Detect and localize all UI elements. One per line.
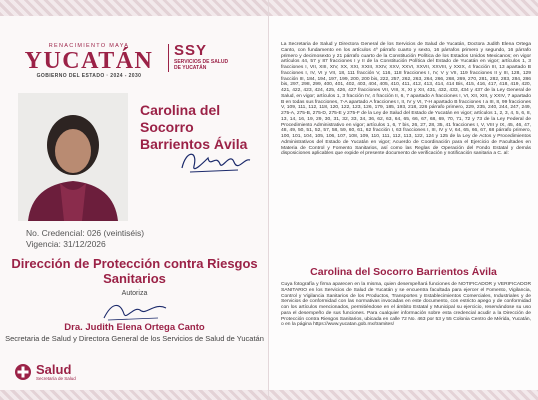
legal-text: La Secretaria de Salud y Directora General de los Servicios de Salud de Yucatán, Doctora Judith Elena Ortega Canto, con fundamento en los artículos 4º párrafo cuarto y sexto, 16 párrafos primero y segundo, 16 párrafo primero y decimosexto y 21 párrafo cuarto de la Constitución Política de los Estados Unidos Mexicanos; en vigor artículos 44, 57 y 87 fracciones I y II de la Constitución Política del Estado de Yucatán en vigor; artículos 1, 3 fracciones I, VII, XIII, XIV, XX, XXI, XXIII, XXIV, XXV, XXVI, XXVII, XXVIII, y XXIX, 4 fracción III, 13 apartado B fracciones I, IV, VI y VII, 18, 111 fracción V, 116, 118 fracciones I, IV, V y VII, 119 fracciones II y III, 128, 129 fracción III, 184, 194, 197, 199, 200, 200 bis, 222, 257, 262, 263, 264, 266, 268, 269, 270, 281, 282, 283, 284, 286 bis, 297, 298, 299, 400, 401, 402, 403, 404, 405, 410, 411, 412, 413, 414, 414 Bis, 415, 416, 417, 418, 419, 420, 421, 422, 423, 424, 425, 426, 427 fracciones VII, VIII, X, XI y XII, 431, 432, 433, 434 y 437 de la Ley General de Salud, en vigor; artículos 1, 3 fracción IV, 4 fracción II, 6, 7 apartado A fracciones I, VI, XII, XIII, y XXIV, 7 apartado B en todas sus fracciones, 7-A apartado A fracciones I, II, IV y VI, 7-H apartado B fracciones I a III, 8, 99 fracciones V, 109, 111, 112, 118, 120, 122, 123, 126, 179, 185, 193, 218, 226 párrafo primero, 229, 235, 240, 244, 247, 249, 275-A, 275-B, 275-D, 275-E y 275-F de la Ley de Salud del Estado de Yucatán en vigor; artículos 1, 2, 3, 4, 5, 6, 8, 13, 14, 16, 19, 29, 30, 31, 32, 33, 34, 36, 62, 63, 64, 65, 66, 67, 68, 69, 70, 71, 72 y 73 de la Ley Federal de Procedimiento Administrativo en vigor; artículos 1, 6, 7 bis, 26, 27, 28, 35, 41 fracciones I, V, VIII y IX, 45, 46, 47, 48, 49, 50, 51, 52, 57, 58, 59, 60, 61, 62 fracción I, 63 fracciones I, III, IV y V, 64, 65, 66, 67, 68 párrafo primero, 100, 101, 104, 105, 106, 107, 108, 109, 110, 111, 112, 113, 122, 124 y 125 de la Ley de Actos y Procedimientos Administrativos del Estado de Yucatán en vigor; Acuerdo de Coordinación para el Ejercicio de Facultades en Materia de Control y Fomento Sanitarios, así como las Reglas de Operación del Fondo Estatal y demás disposiciones aplicables que expide el presente documento de verificación y notificación sanitaria a C. al: <box>281 42 531 157</box>
logo-divider <box>168 44 169 72</box>
logo-gobierno: GOBIERNO DEL ESTADO · 2024 - 2030 <box>36 73 142 79</box>
holder-photo <box>18 93 128 221</box>
signer-signature <box>100 298 170 324</box>
signer-name: Dra. Judith Elena Ortega Canto <box>64 322 205 333</box>
direction-title: Dirección de Protección contra Riesgos Sanitarios <box>11 256 258 286</box>
legal-text-2: Cuya fotografía y firma aparecen en la misma, quien desempeñará funciones de NOTIFICADOR y VERIFICADOR SANITARIO en los Servicios de Salud de Yucatán y se encuentra facultada para ejercer el Fomento, Vigilancia, Control y Vigilancia Sanitarios de los Productos, Transportes y Establecimientos Comerciales, Industriales y de Servicios de conformidad con las normativas invocadas en este documento, con estricto apego y de conformidad con los artículos mencionados, permitiéndose en el ámbito Estatal y Municipal su ejercicio, reservándose su uso para el desempeño de sus funciones. Para cualquier información sobre esta credencial acudir a la Dirección de Protección contra Riesgos Sanitarios, ubicada en calle 72 No. 463 por 53 y 55 Colonia Centro de Mérida, Yucatán, o en la página https://www.yucatan.gob.mx/tramites/ <box>281 282 531 328</box>
credential-back <box>269 0 538 400</box>
salud-word: Salud <box>36 362 72 377</box>
decorative-pattern-bottom-back <box>269 390 538 400</box>
credential-label: No. Credencial: <box>26 228 85 238</box>
logo-renacimiento: RENACIMIENTO MAYA <box>48 43 130 49</box>
decorative-pattern-bottom <box>0 390 268 400</box>
ssy-abbr: SSY <box>174 42 208 59</box>
autoriza-label: Autoriza <box>121 290 148 297</box>
holder-name-back: Carolina del Socorro Barrientos Ávila <box>310 266 497 278</box>
decorative-pattern-top-back <box>269 0 538 16</box>
logo-yucatan: YUCATÁN <box>24 48 154 74</box>
ssy-logo <box>174 42 234 71</box>
credential-value: 026 (veintiséis) <box>86 228 145 238</box>
salud-emblem-icon <box>14 363 32 381</box>
credential-info <box>26 228 144 250</box>
decorative-pattern-top <box>0 0 268 16</box>
holder-signature <box>176 144 256 180</box>
salud-logo <box>14 362 84 382</box>
holder-name: Carolina del Socorro Barrientos Ávila <box>140 102 248 152</box>
signer-title: Secretaria de Salud y Directora General de los Servicios de Salud de Yucatán <box>5 334 264 343</box>
validity-value: 31/12/2026 <box>63 239 106 249</box>
validity-label: Vigencia: <box>26 239 61 249</box>
salud-sub: Secretaría de Salud <box>36 376 76 381</box>
ssy-name: SERVICIOS DE SALUD DE YUCATÁN <box>174 59 229 71</box>
yucatan-government-logo <box>14 43 164 79</box>
